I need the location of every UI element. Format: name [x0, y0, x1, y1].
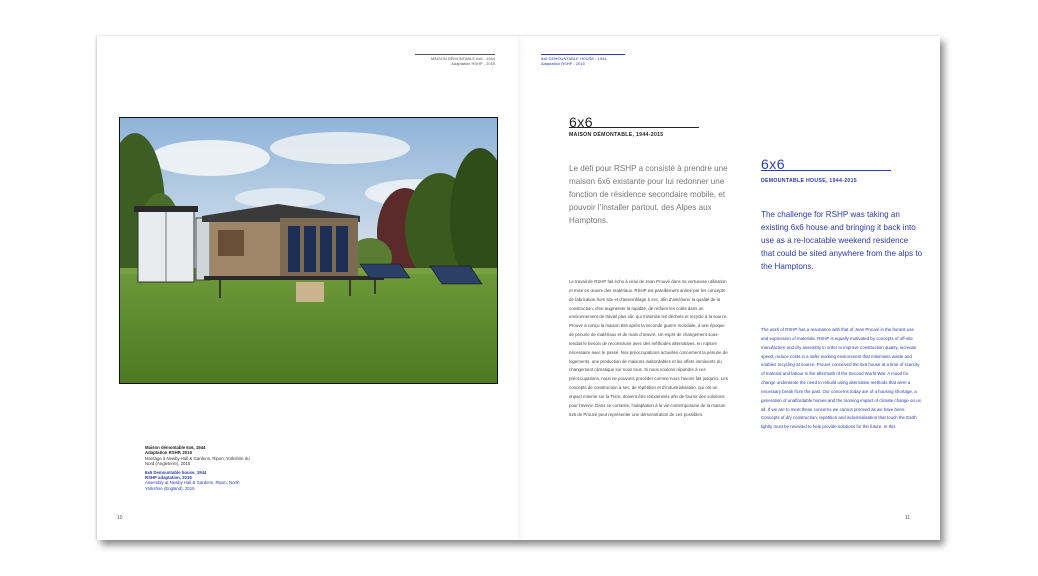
running-header-fr-line2: Adaptation RSHP - 2015	[451, 61, 495, 66]
title-rule-fr	[569, 127, 699, 128]
subtitle-fr: MAISON DÉMONTABLE, 1944-2015	[569, 132, 664, 138]
running-header-en-line2: Adaptation RSHP - 2015	[541, 61, 585, 66]
body-text-fr: Le travail de RSHP fait écho à celui de Jean Prouvé dans sa vertueuse utilisation et mise en œuvre des matériaux. RSHP est pareillement animé par les concepts de fabrication hors site et d’assemblage à sec, afin d’améliorer la qualité de la construction, d’en augmenter la rapidité, de réduire les coûts dans un environnement de travail plus sûr, qui minimise les déchets et recycle à la source. Prouvé a conçu la maison 6x6 après la seconde guerre mondiale, à une époque de pénurie de matériaux et de main d’œuvre. Un esprit de changement sous-tendait le besoin de reconstruire avec des méthodes alternatives, en rupture nécessaire avec le passé. Nos préoccupations actuelles concernent la pénurie de logements, une production de maisons inabordables et les effets imminents du changement climatique sur nous tous. Si nous voulons répondre à ces préoccupations, nous ne pouvons procéder comme nous l’avons fait jusqu’ici. Les concepts de construction à sec, de répétition et d’industrialisation, qui ont un impact minime sur la Terre, doivent être réexaminés afin de fournir des solutions pour l’avenir. Dans ce contexte, l’adaptation à la vie contemporaine de la maison 6x6 de Prouvé peut représenter une démonstration de ces possibles.	[569, 279, 728, 417]
subtitle-en: DEMOUNTABLE HOUSE, 1944-2015	[761, 178, 857, 184]
title-fr: 6x6	[569, 114, 594, 130]
body-text-en: The work of RSHP has a resonance with that of Jean Prouvé in the honest use and expression of materials. RSHP is equally motivated by concepts of off-site manufacture and dry assembly in order to improve construction quality, increase speed, reduce costs in a safer working environment that minimises waste and enables recycling at source. Prouvé conceived the 6x6 house at a time of scarcity of material and labour in the aftermath of the Second World War. A mood for change underwrote the need to rebuild using alternative methods that were a necessary break from the past. Our concerns today are of a housing shortage, a generation of unaffordable homes and the looming impact of climate change on us all. If we are to meet these concerns we cannot proceed as we have been. Concepts of dry construction, repetition and industrialisation that touch the Earth lightly must be revisited to help provide solutions for the future. In this	[761, 327, 921, 430]
running-header-fr	[415, 54, 495, 66]
caption-en-subtitle: RSHP adaptation, 2015	[145, 475, 192, 481]
caption-fr-title: Maison démontable 6x6, 1944	[145, 445, 206, 450]
title-rule-en	[761, 170, 891, 171]
caption-en-title: 6x6 Demountable house, 1944	[145, 469, 207, 475]
title-en: 6x6	[761, 156, 786, 172]
book-spread	[97, 36, 940, 540]
caption-en-text: Assembly at Newby Hall & Gardens, Ripon, North Yorkshire (England), 2015	[145, 480, 240, 491]
lead-paragraph-en: The challenge for RSHP was taking an existing 6x6 house and bringing it back into use as a re-locatable weekend residence that could be sited anywhere from the alps to the Hamptons.	[761, 210, 923, 271]
caption-fr-text: Montage à Newby Hall & Gardens, Ripon, Yorkshire du Nord (Angleterre), 2015	[145, 455, 250, 467]
lead-paragraph-fr: Le défi pour RSHP a consisté à prendre une maison 6x6 existante pour lui redonner une fonction de résidence secondaire mobile, et pouvoir l’installer partout, des Alpes aux Hamptons.	[569, 164, 728, 225]
running-header-fr-line1: MAISON DÉMONTABLE 6x6 - 1944	[430, 56, 495, 61]
page-number-left: 10	[117, 515, 123, 521]
page-number-right: 11	[905, 515, 911, 521]
photo-caption	[145, 445, 255, 491]
caption-fr-subtitle: Adaptation RSHP, 2015	[145, 450, 192, 456]
house-photo	[119, 117, 498, 384]
running-header-en-line1: 6x6 DEMOUNTABLE HOUSE - 1944	[541, 56, 607, 61]
book-gutter	[518, 36, 524, 540]
running-header-en	[541, 54, 625, 66]
